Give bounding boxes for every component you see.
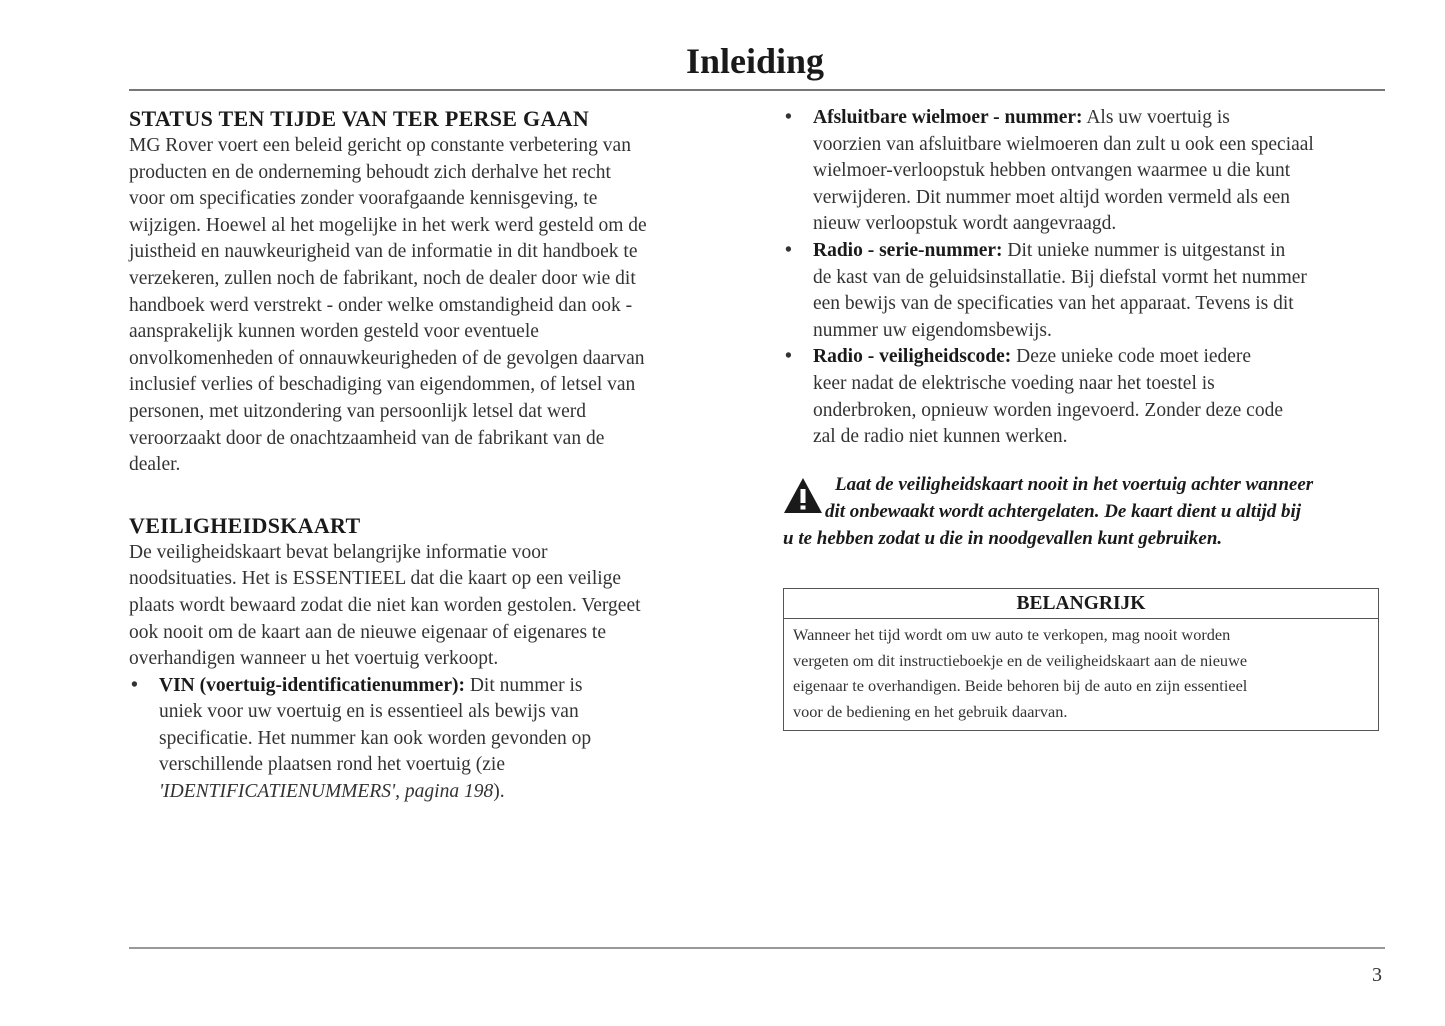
- text-line: handboek werd verstrekt - onder welke omstandigheid dan ook -: [129, 294, 633, 316]
- text-line: een bewijs van de specificaties van het apparaat. Tevens is dit: [813, 293, 1294, 315]
- text-line: keer nadat de elektrische voeding naar het toestel is: [813, 372, 1215, 394]
- bullet-body: [813, 132, 1383, 238]
- bullet-text: Dit nummer is: [464, 674, 583, 696]
- bullet-text: Deze unieke code moet iedere: [1011, 346, 1252, 368]
- text-line: voor de bediening en het gebruik daarvan.: [793, 701, 1068, 721]
- text-line: juistheid en nauwkeurigheid van de informatie in dit handboek te: [129, 241, 638, 263]
- text-line: zal de radio niet kunnen werken.: [813, 426, 1068, 448]
- warning-line: dit onbewaakt wordt achtergelaten. De kaart dient u altijd bij: [825, 500, 1302, 522]
- text-line: verwijderen. Dit nummer moet altijd worden vermeld als een: [813, 186, 1291, 208]
- warning-triangle-icon: [783, 476, 823, 514]
- text-line: Wanneer het tijd wordt om uw auto te verkopen, mag nooit worden: [793, 625, 1231, 644]
- bullet-label: Afsluitbare wielmoer - nummer:: [813, 107, 1083, 128]
- list-item: [783, 238, 1383, 344]
- text-line: overhandigen wanneer u het voertuig verkoopt.: [129, 648, 499, 670]
- warning-line: Laat de veiligheidskaart nooit in het voertuig achter wanneer: [835, 473, 1314, 495]
- right-column: [783, 105, 1383, 552]
- bullet-text: Als uw voertuig is: [1082, 107, 1230, 128]
- important-body: [784, 619, 1378, 730]
- status-paragraph: [129, 133, 729, 479]
- text-line: MG Rover voert een beleid gericht op constante verbetering van: [129, 135, 631, 156]
- text-line: voorzien van afsluitbare wielmoeren dan zult u ook een speciaal: [813, 133, 1314, 155]
- footer-rule: [129, 947, 1385, 949]
- text-line: onderbroken, opnieuw worden ingevoerd. Zonder deze code: [813, 399, 1283, 421]
- text-line: eigenaar te overhandigen. Beide behoren bij de auto en zijn essentieel: [793, 676, 1248, 695]
- text-line: wijzigen. Hoewel al het mogelijke in het werk werd gesteld om de: [129, 214, 647, 236]
- text-line: nieuw verloopstuk wordt aangevraagd.: [813, 213, 1117, 235]
- text-line: vergeten om dit instructieboekje en de veiligheidskaart aan de nieuwe: [793, 650, 1248, 670]
- vin-bullet: [129, 673, 729, 806]
- text-line: uniek voor uw voertuig en is essentieel als bewijs van: [159, 701, 579, 723]
- text-line: nummer uw eigendomsbewijs.: [813, 319, 1052, 341]
- bullet-icon: •: [785, 107, 792, 128]
- bullet-text: Dit unieke nummer is uitgestanst in: [1002, 239, 1286, 261]
- important-notice-box: [783, 588, 1379, 731]
- text-line: ook nooit om de kaart aan de nieuwe eigenaar of eigenares te: [129, 621, 606, 643]
- text-line: verschillende plaatsen rond het voertuig (zie: [159, 754, 505, 776]
- bullet-label: VIN (voertuig-identificatienummer):: [159, 674, 465, 696]
- text-line: voor om specificaties zonder voorafgaande kennisgeving, te: [129, 188, 598, 210]
- bullet-icon: •: [131, 674, 138, 696]
- section-heading-status: STATUS TEN TIJDE VAN TER PERSE GAAN: [129, 106, 590, 131]
- page-number: 3: [1372, 964, 1382, 986]
- text-line: De veiligheidskaart bevat belangrijke informatie voor: [129, 541, 548, 563]
- cross-reference-link[interactable]: 'IDENTIFICATIENUMMERS', pagina 198: [159, 781, 494, 803]
- bullet-text-end: ).: [493, 781, 505, 803]
- bullet-body: [813, 371, 1383, 451]
- header-rule: [129, 89, 1385, 91]
- text-line: veroorzaakt door de onachtzaamheid van de fabrikant van de: [129, 427, 605, 449]
- text-line: plaats wordt bewaard zodat die niet kan worden gestolen. Vergeet: [129, 594, 641, 616]
- section-heading-safety-card: VEILIGHEIDSKAART: [129, 512, 361, 538]
- text-line: noodsituaties. Het is ESSENTIEEL dat die kaart op een veilige: [129, 568, 622, 590]
- important-heading: BELANGRIJK: [784, 589, 1378, 619]
- text-line: personen, met uitzondering van persoonlijk letsel dat werd: [129, 400, 587, 422]
- left-column: [129, 105, 729, 806]
- text-line: dealer.: [129, 454, 181, 476]
- bullet-label: Radio - veiligheidscode:: [813, 346, 1012, 368]
- bullet-body: [159, 699, 729, 779]
- text-line: verzekeren, zullen noch de fabrikant, noch de dealer door wie dit: [129, 267, 636, 289]
- list-item: [783, 105, 1383, 238]
- list-item: [783, 344, 1383, 450]
- text-line: producten en de onderneming behoudt zich derhalve het recht: [129, 161, 611, 183]
- page-title: Inleiding: [685, 41, 825, 81]
- bullet-label: Radio - serie-nummer:: [813, 239, 1003, 261]
- bullet-icon: •: [785, 346, 792, 368]
- text-line: de kast van de geluidsinstallatie. Bij diefstal vormt het nummer: [813, 266, 1307, 288]
- text-line: onvolkomenheden of onnauwkeurigheden of de gevolgen daarvan: [129, 347, 645, 369]
- warning-block: [783, 471, 1383, 552]
- bullet-body: [813, 265, 1383, 345]
- text-line: wielmoer-verloopstuk hebben ontvangen waarmee u die kunt: [813, 160, 1291, 182]
- text-line: aansprakelijk kunnen worden gesteld voor eventuele: [129, 321, 539, 343]
- safety-card-paragraph: [129, 540, 729, 673]
- warning-line: u te hebben zodat u die in noodgevallen kunt gebruiken.: [783, 527, 1223, 549]
- bullet-icon: •: [785, 239, 792, 261]
- text-line: inclusief verlies of beschadiging van eigendommen, of letsel van: [129, 374, 636, 396]
- bullet-list: [783, 105, 1383, 451]
- text-line: specificatie. Het nummer kan ook worden gevonden op: [159, 727, 592, 749]
